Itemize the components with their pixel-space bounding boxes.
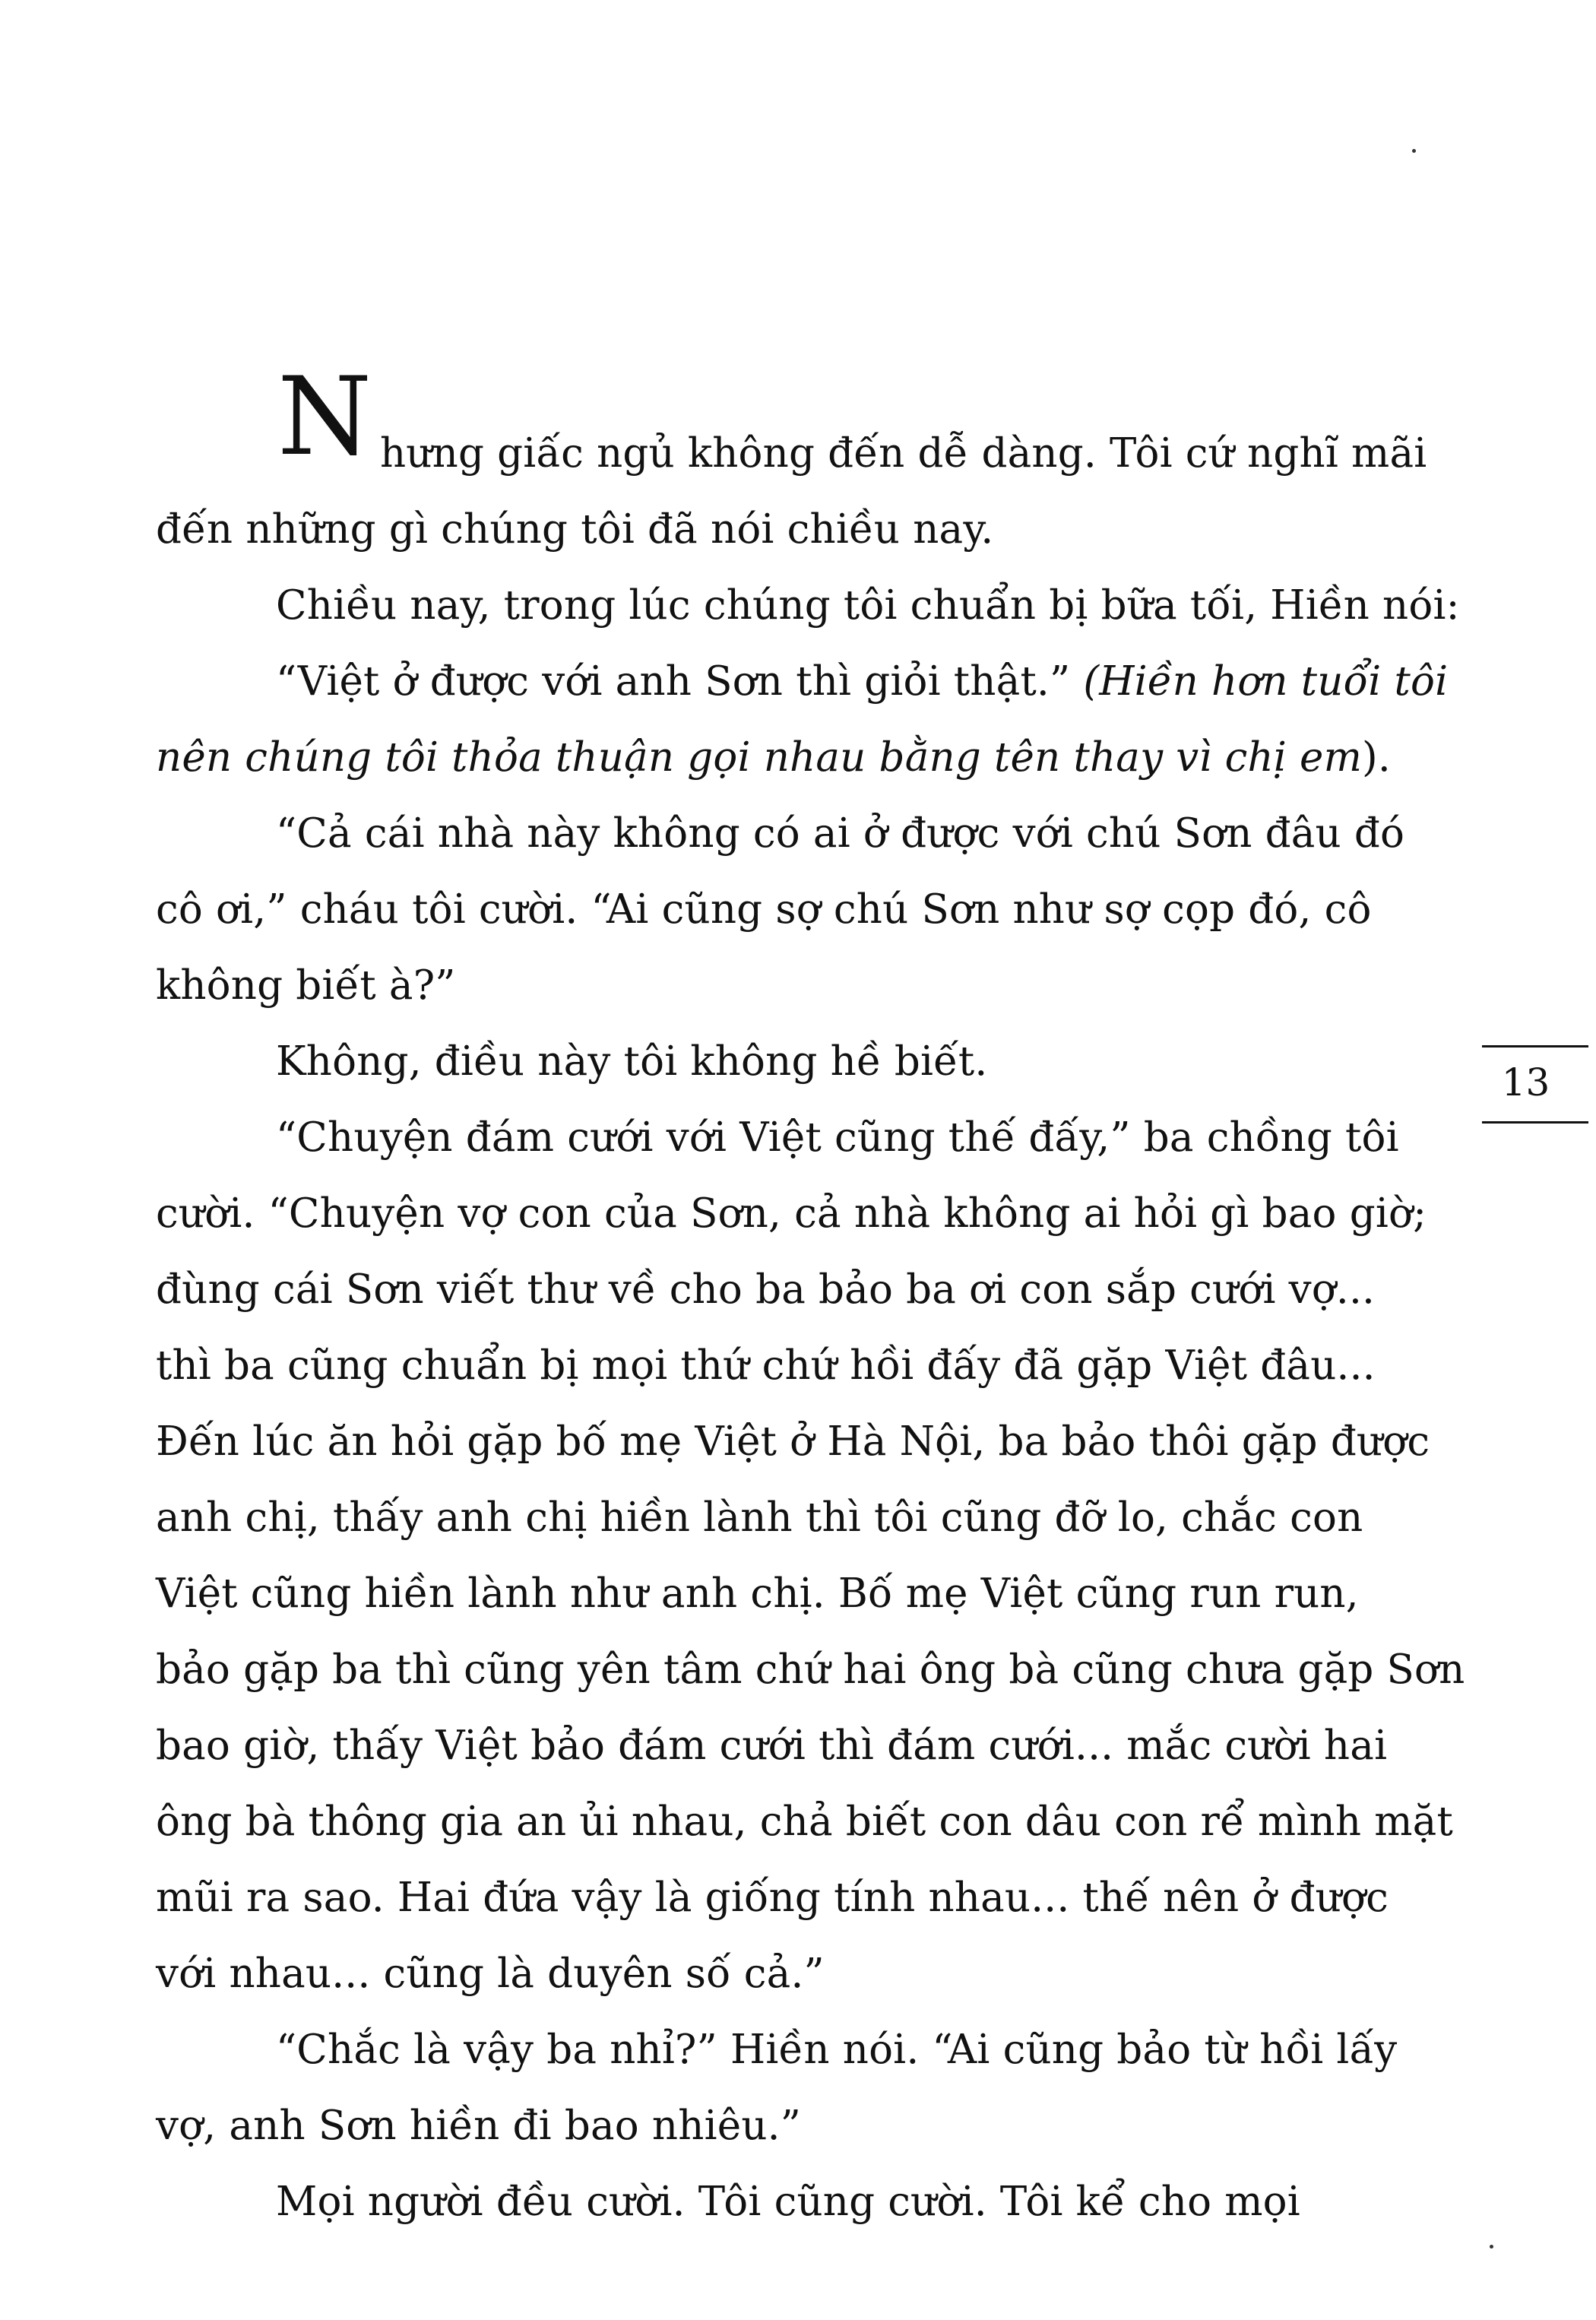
text-line	[156, 1951, 825, 1997]
text-line	[156, 2179, 1300, 2225]
text-line	[156, 659, 1448, 705]
line-text: Đến lúc ăn hỏi gặp bố mẹ Việt ở Hà Nội, ba bảo thôi gặp được	[156, 1418, 1430, 1465]
line-text: Không, điều này tôi không hề biết.	[276, 1038, 988, 1085]
line-text: “Chắc là vậy ba nhỉ?” Hiền nói. “Ai cũng bảo từ hồi lấy	[276, 2027, 1398, 2073]
scan-speck	[1490, 2245, 1493, 2249]
text-line	[156, 1723, 1387, 1769]
text-line	[156, 583, 1460, 629]
text-line	[156, 507, 993, 553]
line-italic: nên chúng tôi thỏa thuận gọi nhau bằng tên thay vì chị em	[156, 734, 1363, 781]
line-text: “Chuyện đám cưới với Việt cũng thế đấy,” ba chồng tôi	[276, 1114, 1399, 1161]
line-text: ).	[1362, 734, 1391, 781]
line-italic: (Hiền hơn tuổi tôi	[1083, 658, 1449, 705]
text-line	[156, 1875, 1389, 1921]
line-text: “Cả cái nhà này không có ai ở được với chú Sơn đâu đó	[276, 810, 1405, 857]
text-line	[156, 1343, 1376, 1389]
text-line	[156, 1799, 1453, 1845]
line-text: thì ba cũng chuẩn bị mọi thứ chứ hồi đấy đã gặp Việt đâu...	[156, 1342, 1376, 1389]
text-line	[156, 1495, 1363, 1541]
bottom-rule	[1482, 1121, 1588, 1124]
line-text: không biết à?”	[156, 962, 456, 1009]
text-line	[156, 1571, 1359, 1617]
text-line	[156, 1039, 987, 1085]
page-number-box	[1482, 1045, 1588, 1129]
line-text: đùng cái Sơn viết thư về cho ba bảo ba ơi con sắp cưới vợ...	[156, 1266, 1376, 1313]
line-text: cô ơi,” cháu tôi cười. “Ai cũng sợ chú Sơn như sợ cọp đó, cô	[156, 886, 1372, 933]
line-text: “Việt ở được với anh Sơn thì giỏi thật.”	[276, 658, 1071, 705]
text-line	[156, 963, 456, 1009]
line-text: bao giờ, thấy Việt bảo đám cưới thì đám cưới... mắc cười hai	[156, 1723, 1388, 1769]
line-text: với nhau... cũng là duyên số cả.”	[156, 1951, 825, 1997]
text-line	[156, 1419, 1430, 1465]
text-line	[156, 1191, 1427, 1237]
line-text: Việt cũng hiền lành như anh chị. Bố mẹ Việt cũng run run,	[156, 1570, 1359, 1617]
page-number: 13	[1501, 1060, 1550, 1105]
line-text: đến những gì chúng tôi đã nói chiều nay.	[156, 506, 994, 553]
drop-cap: N	[277, 354, 372, 480]
text-line	[156, 1267, 1375, 1313]
text-line	[156, 2103, 801, 2149]
line-text: bảo gặp ba thì cũng yên tâm chứ hai ông bà cũng chưa gặp Sơn	[156, 1647, 1465, 1693]
line-text: Chiều nay, trong lúc chúng tôi chuẩn bị bữa tối, Hiền nói:	[276, 582, 1460, 629]
line-text: Mọi người đều cười. Tôi cũng cười. Tôi kể cho mọi	[276, 2179, 1300, 2225]
text-line	[156, 887, 1372, 933]
line-text: ông bà thông gia an ủi nhau, chả biết con dâu con rể mình mặt	[156, 1799, 1453, 1845]
line-text: mũi ra sao. Hai đứa vậy là giống tính nhau... thế nên ở được	[156, 1875, 1389, 1921]
line-text: cười. “Chuyện vợ con của Sơn, cả nhà không ai hỏi gì bao giờ;	[156, 1190, 1427, 1237]
line-text: hưng giấc ngủ không đến dễ dàng. Tôi cứ nghĩ mãi	[380, 430, 1427, 477]
line-text: anh chị, thấy anh chị hiền lành thì tôi cũng đỡ lo, chắc con	[156, 1494, 1363, 1541]
top-rule	[1482, 1045, 1588, 1047]
line-text: vợ, anh Sơn hiền đi bao nhiêu.”	[156, 2103, 801, 2149]
text-line	[156, 2027, 1397, 2073]
text-line	[156, 735, 1391, 781]
scan-speck	[1412, 149, 1416, 153]
text-line	[156, 1115, 1399, 1161]
text-line	[156, 1647, 1465, 1693]
text-line	[380, 431, 1427, 477]
text-line	[156, 811, 1404, 857]
